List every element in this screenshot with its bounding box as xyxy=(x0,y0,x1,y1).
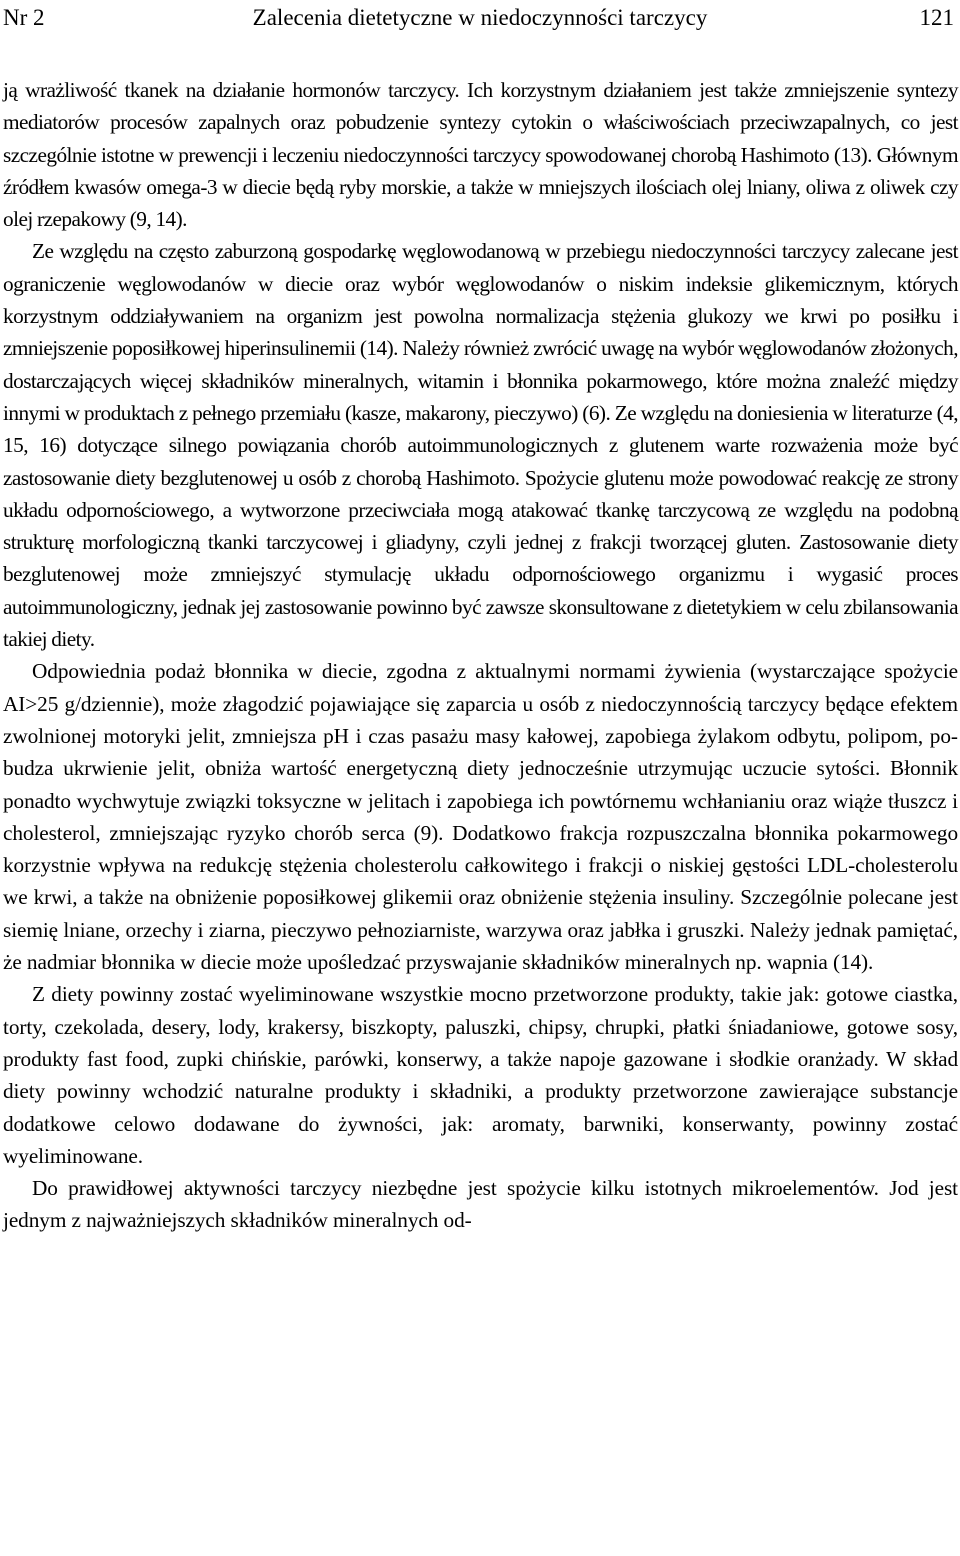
article-body xyxy=(3,74,958,1237)
page-number: 121 xyxy=(919,5,954,30)
running-title: Zalecenia dietetyczne w niedoczynności tarczycy xyxy=(252,5,708,30)
paragraph-omega3: ją wrażliwość tkanek na działanie hormonów tarczycy. Ich korzystnym działaniem jest także zmniejszenie syntezy mediatorów procesów zapalnych oraz pobudzenie syntezy cytokin o właściwościach przeciwzapalnych, co jest szczególnie istotne w prewencji i leczeniu niedoczynności tarczycy spowodowanej chorobą Hashimoto (13). Głównym źródłem kwasów omega-3 w diecie będą ryby morskie, a także w mniejszych ilościach olej lniany, oliwa z oliwek czy olej rzepakowy (9, 14). xyxy=(3,78,958,232)
paragraph-carbohydrates-gluten: Ze względu na często zaburzoną gospodarkę węglowodanową w przebiegu niedoczynności tarczycy zalecane jest ograniczenie węglowodanów w diecie oraz wybór węglowodanów o niskim indeksie glikemicznym, których korzystnym oddziaływaniem na organizm jest powolna normalizacja stężenia glukozy we krwi po posiłku i zmniejszenie poposiłkowej hiperinsulinemii (14). Należy również zwrócić uwagę na wybór węglowodanów złożonych, dostarczających więcej składników mineralnych, witamin i błonnika pokarmowego, które można znaleźć między innymi w produktach z pełnego przemiału (kasze, makarony, pieczywo) (6). Ze względu na doniesienia w literaturze (4, 15, 16) dotyczące silnego powiązania chorób autoimmunologicznych z glutenem warte rozważenia może być zastosowanie diety bezglutenowej u osób z chorobą Hashimoto. Spożycie glutenu może powodować reakcję ze strony układu odpornościowego, a wytworzone przeciwciała mogą atakować tkankę tarczycową ze względu na podobną strukturę morfologiczną tkanki tarczycowej i gliadyny, czyli jednej z frakcji tworzącej gluten. Zastosowanie diety bezglutenowej może zmniejszyć stymulację układu odpornościowego organizmu i wygasić proces autoimmunologiczny, jednak jej zastosowanie powinno być zawsze skonsultowane z dietetykiem w celu zbilansowania takiej diety. xyxy=(3,239,958,652)
running-header xyxy=(0,0,960,40)
paragraph-microelements: Do prawidłowej aktywności tarczycy niezbędne jest spożycie kilku istotnych mikroelementów. Jod jest jednym z najważniejszych składników mineralnych od- xyxy=(3,1176,958,1233)
issue-number: Nr 2 xyxy=(3,5,45,30)
paragraph-fiber: Odpowiednia podaż błonnika w diecie, zgodna z aktualnymi normami żywienia (wystarczające spożycie AI>25 g/dziennie), może złagodzić pojawiające się zaparcia u osób z niedoczynnością tarczycy będące efektem zwolnionej motoryki jelit, zmniejsza pH i czas pasażu masy kałowej, zapobiega żylakom odbytu, polipom, pobudza ukrwienie jelit, obniża wartość energetyczną diety jednocześnie utrzymując uczucie sytości. Błonnik ponadto wychwytuje związki toksyczne w jelitach i zapobiega ich powtórnemu wchłanianiu oraz wiąże tłuszcz i cholesterol, zmniejszając ryzyko chorób serca (9). Dodatkowo frakcja rozpuszczalna błonnika pokarmowego korzystnie wpływa na redukcję stężenia cholesterolu całkowitego i frakcji o niskiej gęstości LDL-cholesterolu we krwi, a także na obniżenie poposiłkowej glikemii oraz obniżenie stężenia insuliny. Szczególnie polecane jest siemię lniane, orzechy i ziarna, pieczywo pełnoziarniste, warzywa oraz jabłka i gruszki. Należy jednak pamiętać, że nadmiar błonnika w diecie może upośledzać przyswajanie składników mineralnych np. wapnia (14). xyxy=(3,659,958,975)
paragraph-processed-foods: Z diety powinny zostać wyeliminowane wszystkie mocno przetworzone produkty, takie jak: gotowe ciastka, torty, czekolada, desery, lody, krakersy, biszkopty, paluszki, chipsy, chrupki, płatki śniadaniowe, gotowe sosy, produkty fast food, zupki chińskie, parówki, konserwy, a także napoje gazowane i słodkie oranżady. W skład diety powinny wchodzić naturalne produkty i składniki, a produkty przetworzone zawierające substancje dodatkowe celowo dodawane do żywności, jak: aromaty, barwniki, konserwanty, powinny zostać wyeliminowane. xyxy=(3,982,958,1168)
